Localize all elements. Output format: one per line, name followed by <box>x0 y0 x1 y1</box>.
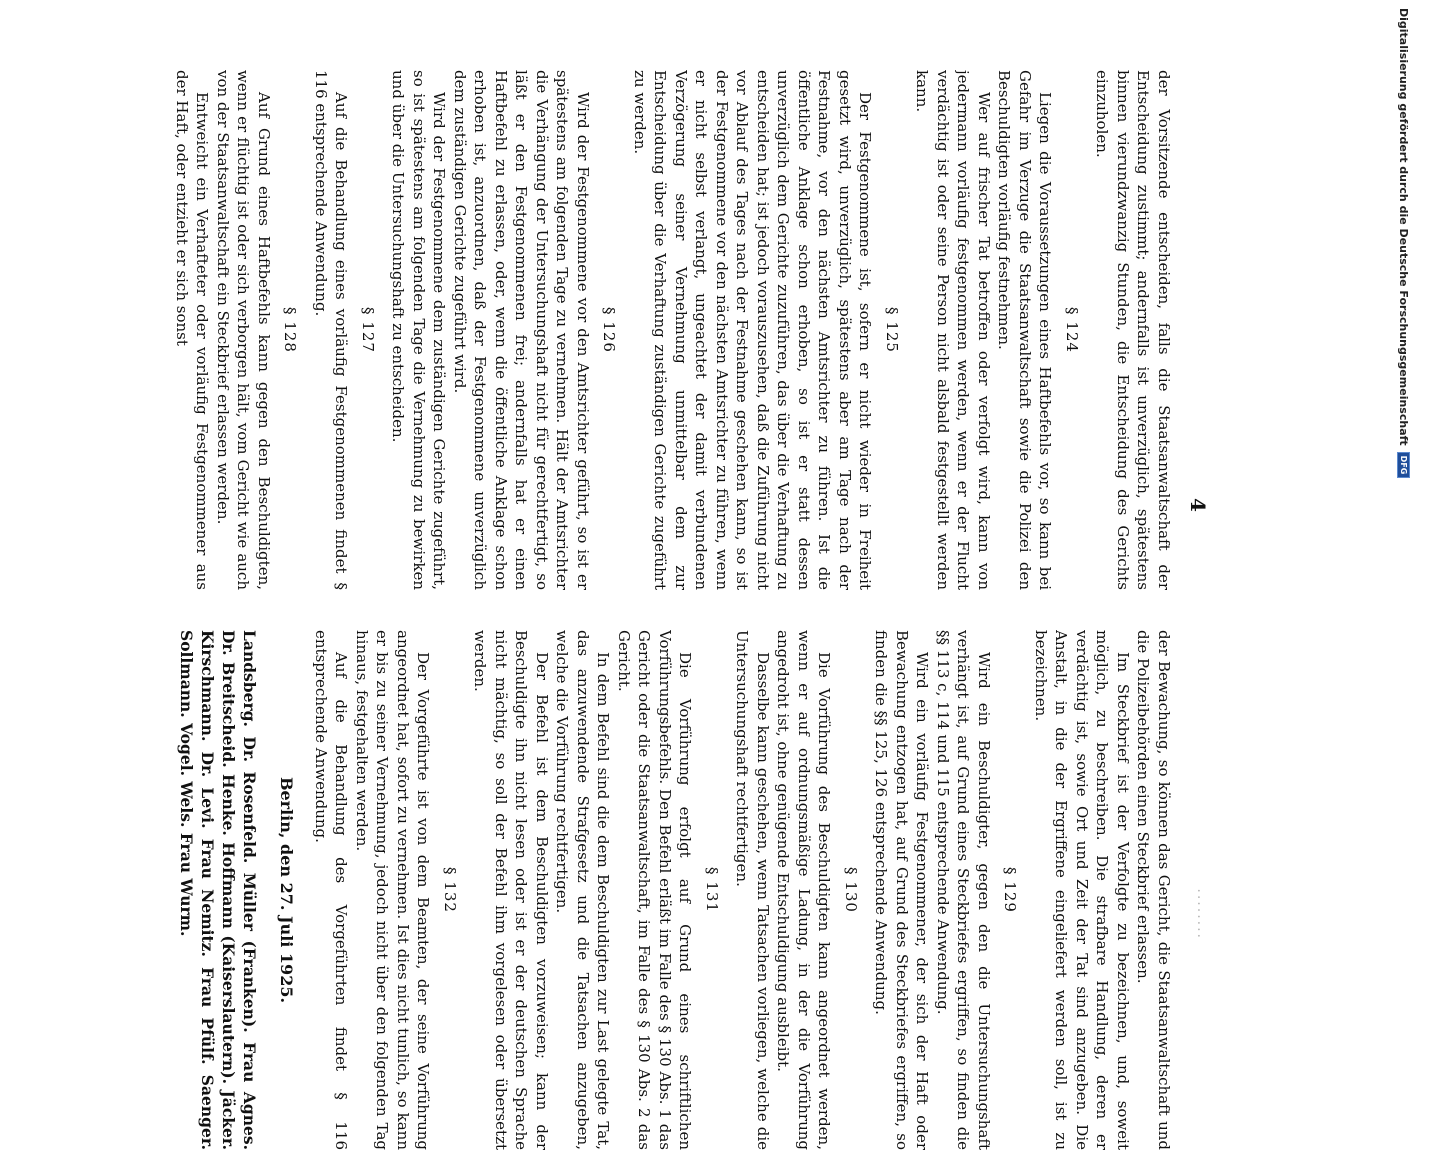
section-heading-125: § 125 <box>883 307 901 353</box>
paragraph: Wer auf frischer Tat betroffen oder verfolgt wird, kann von jedermann vorläufig festgenommen werden, wenn er der Flucht verdächtig ist oder seine Person nicht alsbald festgestellt werden kann. <box>913 70 993 590</box>
paragraph: Der Festgenommene ist, sofern er nicht wieder in Freiheit gesetzt wird, unverzüglich, spätestens aber am Tage nach der Festnahme, vor den nächsten Amtsrichter zu führen. Ist die öffentliche Anklage schon erhoben, so ist er statt dessen unverzüglich dem Gerichte zuzuführen, das über die Verhaftung zu entscheiden hat; ist jedoch vorauszusehen, daß die Zuführung nicht vor Ablauf des Tages nach der Festnahme geschehen kann, so ist der Festgenommene vor den nächsten Amtsrichter zu führen, wenn er nicht selbst verlangt, ungeachtet der damit verbundenen Verzögerung seiner Vernehmung unmittelbar dem zur Entscheidung über die Verhaftung zuständigen Gerichte zugeführt zu werden. <box>631 70 875 590</box>
paragraph: Der Befehl ist dem Beschuldigten vorzuweisen; kann der Beschuldigte ihn nicht lesen oder ist er der deutschen Sprache nicht mächtig, so soll der Befehl ihm vorgelesen oder übersetzt werden. <box>471 630 551 1150</box>
section-heading-124: § 124 <box>1063 307 1081 353</box>
paragraph: In dem Befehl sind die dem Beschuldigten zur Last gelegte Tat, das anzuwendende Strafgesetz und die Tatsachen anzugeben, welche die Vorführung rechtfertigen. <box>553 630 613 1150</box>
section-heading-126: § 126 <box>600 307 619 353</box>
paragraph: Wird der Festgenommene vor den Amtsrichter geführt, so ist er spätestens am folgenden Tage zu vernehmen. Hält der Amtsrichter die Verhängung der Untersuchungshaft nicht für gerechtfertigt, so läßt er den Festgenommenen frei; andernfalls hat er einen Haftbefehl zu erlassen, oder, wenn die öffentliche Anklage schon erhoben ist, anzuordnen, daß der Festgenommene unverzüglich dem zuständigen Gerichte zugeführt wird. <box>451 70 592 590</box>
paragraph: Die Vorführung des Beschuldigten kann angeordnet werden, wenn er auf ordnungsmäßige Ladung, in der die Vorführung angedroht ist, ohne genügende Entschuldigung ausbleibt. <box>774 630 834 1150</box>
funding-note <box>1394 8 1414 475</box>
paragraph: Auf die Behandlung des Vorgeführten findet § 116 entsprechende Anwendung. <box>312 630 351 1150</box>
intro-paragraph: der Bewachung, so können das Gericht, die Staatsanwaltschaft und die Polizeibehörden einen Steckbrief erlassen. <box>1134 630 1173 1150</box>
paragraph: Auf die Behandlung eines vorläufig Festgenommenen findet § 116 entsprechende Anwendung. <box>312 70 351 590</box>
paragraph: Wird ein vorläufig Festgenommener, der sich der Haft oder Bewachung entzogen hat, auf Grund des Steckbriefes ergriffen, so finden die §§ 125, 126 entsprechende Anwendung. <box>872 630 932 1150</box>
left-column <box>104 70 1174 590</box>
paragraph: Im Steckbrief ist der Verfolgte zu bezeichnen, und, soweit möglich, zu beschreiben. Die strafbare Handlung, deren er verdächtig ist, sowie Ort und Zeit der Tat sind anzugeben. Die Anstalt, in die der Ergriffene eingeliefert werden soll, ist zu bezeichnen. <box>1032 630 1132 1150</box>
paragraph: Wird der Festgenommene dem zuständigen Gerichte zugeführt, so ist spätestens am folgenden Tage die Vernehmung zu bewirken und über die Untersuchungshaft zu entscheiden. <box>389 70 449 590</box>
funding-note-text: Digitalisierung gefördert durch die Deutsche Forschungsgemeinschaft <box>1397 8 1411 446</box>
margin-smudge: ........ <box>1194 888 1210 940</box>
signatories: Landsberg. Dr. Rosenfeld. Müller (Franken). Frau Agnes. Dr. Breitscheid. Henke. Hoffmann (Kaiserslautern). Jäcker. Kirschmann. Dr. Levi. Frau Nemitz. Frau Pfülf. Saenger. Sollmann. Vogel. Wels. Frau Wurm. <box>177 630 259 1150</box>
section-heading-132: § 132 <box>441 867 459 913</box>
paragraph: Der Vorgeführte ist von dem Beamten, der seine Vorführung angeordnet hat, sofort zu vernehmen. Ist dies nicht tunlich, so kann er bis zu seiner Vernehmung, jedoch nicht über den folgenden Tag hinaus, festgehalten werden. <box>353 630 433 1150</box>
paragraph: Liegen die Voraussetzungen eines Haftbefehls vor, so kann bei Gefahr im Verzuge die Staatsanwaltschaft sowie die Polizei den Beschuldigten vorläufig festnehmen. <box>995 70 1055 590</box>
date-line: Berlin, den 27. Juli 1925. <box>277 776 297 1004</box>
section-heading-129: § 129 <box>1001 867 1020 913</box>
paragraph: Entweicht ein Verhafteter oder vorläufig Festgenommener aus der Haft, oder entzieht er sich sonst <box>173 70 212 590</box>
paragraph: Dasselbe kann geschehen, wenn Tatsachen vorliegen, welche die Untersuchungshaft rechtfertigen. <box>733 630 772 1150</box>
section-heading-127: § 127 <box>359 307 377 353</box>
dfg-logo-icon: DFG <box>1398 452 1411 479</box>
intro-paragraph: der Vorsitzende entscheiden, falls die Staatsanwaltschaft der Entscheidung zustimmt; andernfalls ist unverzüglich, spätestens binnen vierundzwanzig Stunden, die Entscheidung des Gerichts einzuholen. <box>1093 70 1173 590</box>
paragraph: Auf Grund eines Haftbefehls kann gegen den Beschuldigten, wenn er flüchtig ist oder sich verborgen hält, vom Gericht wie auch von der Staatsanwaltschaft ein Steckbrief erlassen werden. <box>214 70 273 590</box>
section-heading-131: § 131 <box>703 867 721 913</box>
printed-page <box>100 70 1210 1150</box>
page-number: 4 <box>1186 498 1210 512</box>
paragraph: Wird ein Beschuldigter, gegen den die Untersuchungshaft verhängt ist, auf Grund eines Steckbriefes ergriffen, so finden die §§ 113 c, 114 und 115 entsprechende Anwendung. <box>934 630 993 1150</box>
right-column <box>104 630 1174 1150</box>
section-heading-130: § 130 <box>842 867 860 913</box>
section-heading-128: § 128 <box>281 307 300 353</box>
paragraph: Die Vorführung erfolgt auf Grund eines schriftlichen Vorführungsbefehls. Den Befehl erläßt im Falle des § 130 Abs. 1 das Gericht oder die Staatsanwaltschaft, im Falle des § 130 Abs. 2 das Gericht. <box>615 630 695 1150</box>
